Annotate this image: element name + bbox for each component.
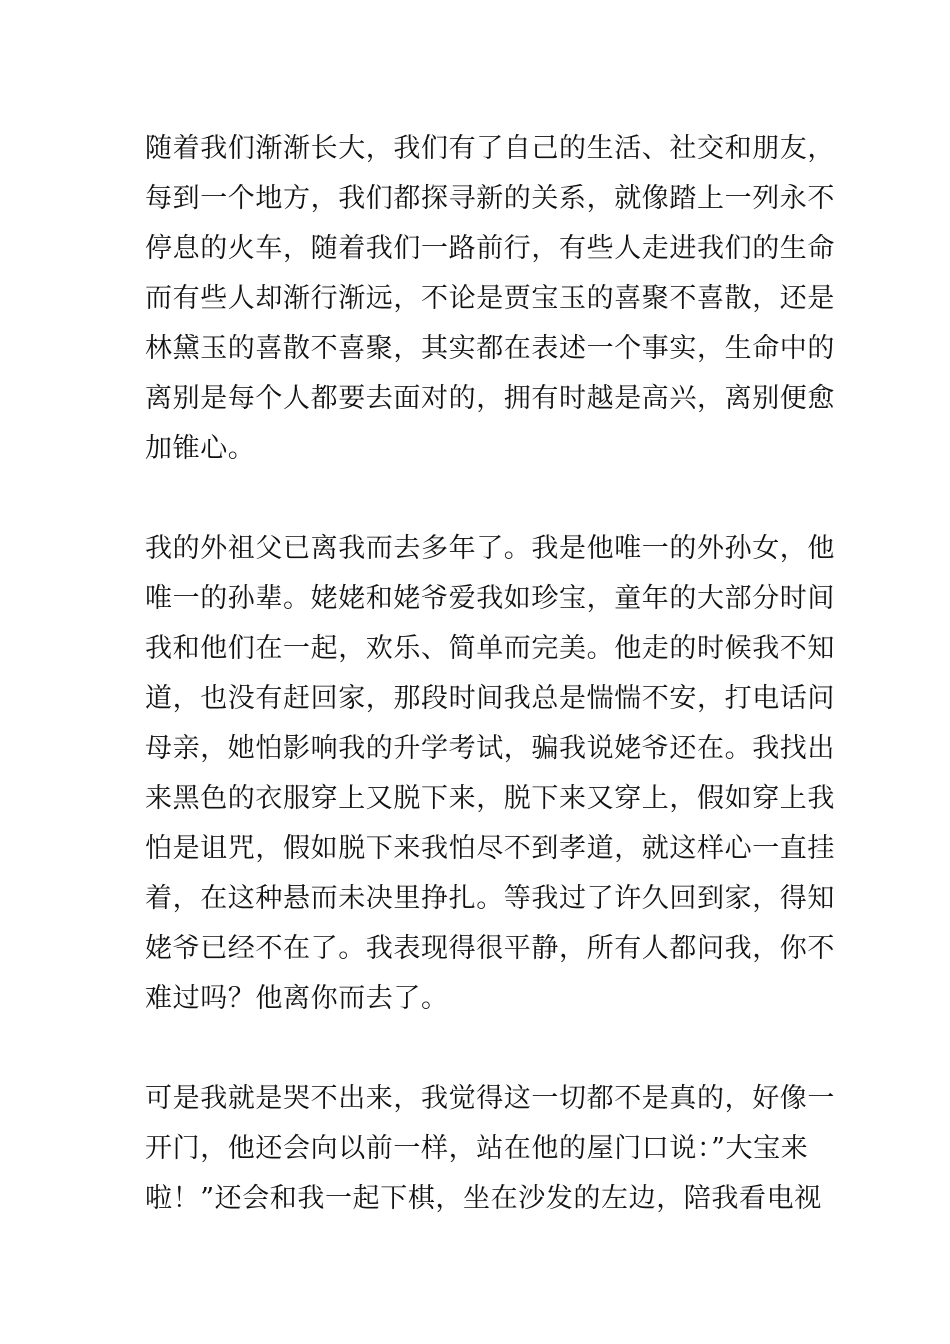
text-line: 难过吗？他离你而去了。 — [145, 983, 449, 1014]
text-line: 姥爷已经不在了。我表现得很平静，所有人都问我，你不 — [145, 933, 835, 964]
text-line: 林黛玉的喜散不喜聚，其实都在表述一个事实，生命中的 — [145, 333, 835, 364]
text-line: 开门，他还会向以前一样，站在他的屋门口说：”大宝来 — [145, 1133, 809, 1164]
text-line: 道，也没有赶回家，那段时间我总是惴惴不安，打电话问 — [145, 683, 835, 714]
text-line: 来黑色的衣服穿上又脱下来，脱下来又穿上，假如穿上我 — [145, 783, 835, 814]
text-line: 加锥心。 — [145, 433, 256, 464]
text-line: 怕是诅咒，假如脱下来我怕尽不到孝道，就这样心一直挂 — [145, 833, 835, 864]
text-line: 着，在这种悬而未决里挣扎。等我过了许久回到家，得知 — [145, 883, 835, 914]
text-line: 随着我们渐渐长大，我们有了自己的生活、社交和朋友， — [145, 133, 835, 164]
paragraph-2 — [145, 524, 835, 1024]
text-line: 而有些人却渐行渐远，不论是贾宝玉的喜聚不喜散，还是 — [145, 283, 835, 314]
text-line: 啦！”还会和我一起下棋，坐在沙发的左边，陪我看电视 — [145, 1183, 822, 1214]
text-line: 停息的火车，随着我们一路前行，有些人走进我们的生命 — [145, 233, 835, 264]
text-line: 我的外祖父已离我而去多年了。我是他唯一的外孙女，他 — [145, 533, 835, 564]
text-line: 每到一个地方，我们都探寻新的关系，就像踏上一列永不 — [145, 183, 835, 214]
text-line: 唯一的孙辈。姥姥和姥爷爱我如珍宝，童年的大部分时间 — [145, 583, 835, 614]
text-line: 母亲，她怕影响我的升学考试，骗我说姥爷还在。我找出 — [145, 733, 835, 764]
text-line: 可是我就是哭不出来，我觉得这一切都不是真的，好像一 — [145, 1083, 835, 1114]
text-line: 离别是每个人都要去面对的，拥有时越是高兴，离别便愈 — [145, 383, 835, 414]
paragraph-3 — [145, 1074, 835, 1224]
paragraph-1 — [145, 124, 835, 474]
text-line: 我和他们在一起，欢乐、简单而完美。他走的时候我不知 — [145, 633, 835, 664]
